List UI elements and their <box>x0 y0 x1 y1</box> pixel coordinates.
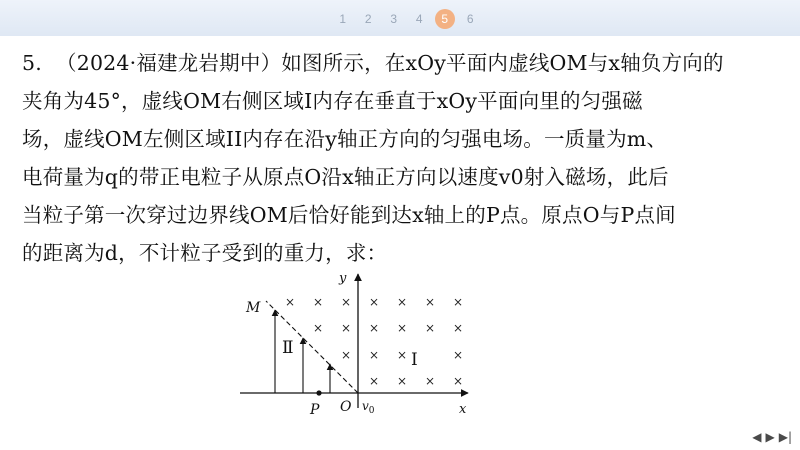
label-v0: $v_0$ <box>362 399 375 416</box>
label-y: y <box>339 271 347 286</box>
label-o: O <box>340 399 352 415</box>
label-x: x <box>459 402 467 417</box>
question-number: 5. <box>22 51 42 75</box>
question-line-5: 当粒子第一次穿过边界线OM后恰好能到达x轴上的P点。原点O与P点间 <box>22 203 676 227</box>
field-cross: × <box>452 295 464 309</box>
region-two-label: Ⅱ <box>282 338 294 358</box>
field-cross: × <box>368 374 380 388</box>
question-line-2: 夹角为45°，虚线OM右侧区域I内存在垂直于xOy平面向里的匀强磁 <box>22 89 643 113</box>
field-cross: × <box>424 374 436 388</box>
page-5-current[interactable]: 5 <box>435 9 455 29</box>
field-cross: × <box>340 295 352 309</box>
field-cross: × <box>452 348 464 362</box>
field-cross: × <box>452 374 464 388</box>
last-slide-button[interactable]: ▶| <box>778 430 792 444</box>
field-cross: × <box>340 348 352 362</box>
field-cross: × <box>396 321 408 335</box>
field-cross: × <box>424 321 436 335</box>
prev-slide-button[interactable]: ◀ <box>752 430 762 444</box>
question-line-4: 电荷量为q的带正电粒子从原点O沿x轴正方向以速度v0射入磁场，此后 <box>22 165 669 189</box>
field-cross: × <box>312 295 324 309</box>
field-cross: × <box>396 295 408 309</box>
field-cross: × <box>396 374 408 388</box>
page-3[interactable]: 3 <box>390 12 398 26</box>
boundary-line-om <box>266 301 358 393</box>
page-1[interactable]: 1 <box>339 12 347 26</box>
field-cross: × <box>424 295 436 309</box>
top-bar <box>0 0 800 36</box>
question-text <box>22 44 792 272</box>
field-cross: × <box>368 295 380 309</box>
label-m: M <box>246 300 261 316</box>
next-slide-button[interactable]: ▶ <box>765 430 775 444</box>
region-one-label: I <box>411 350 418 370</box>
page-4[interactable]: 4 <box>415 12 423 26</box>
physics-diagram <box>230 268 480 418</box>
magnetic-field-crosses <box>285 295 463 388</box>
field-cross: × <box>284 295 296 309</box>
field-cross: × <box>452 321 464 335</box>
field-cross: × <box>312 321 324 335</box>
field-cross: × <box>368 321 380 335</box>
question-line-6: 的距离为d，不计粒子受到的重力，求： <box>22 241 388 265</box>
field-cross: × <box>340 321 352 335</box>
field-cross: × <box>396 348 408 362</box>
question-line-3: 场，虚线OM左侧区域II内存在沿y轴正方向的匀强电场。一质量为m、 <box>22 127 668 151</box>
page-2[interactable]: 2 <box>364 12 372 26</box>
field-cross: × <box>368 348 380 362</box>
slide-nav <box>752 430 792 444</box>
page-6[interactable]: 6 <box>466 12 474 26</box>
point-p <box>316 390 321 395</box>
question-line-1: 5. （2024·福建龙岩期中）如图所示，在xOy平面内虚线OM与x轴负方向的 <box>22 44 792 82</box>
page-navigator <box>330 9 483 29</box>
label-p: P <box>310 402 320 418</box>
